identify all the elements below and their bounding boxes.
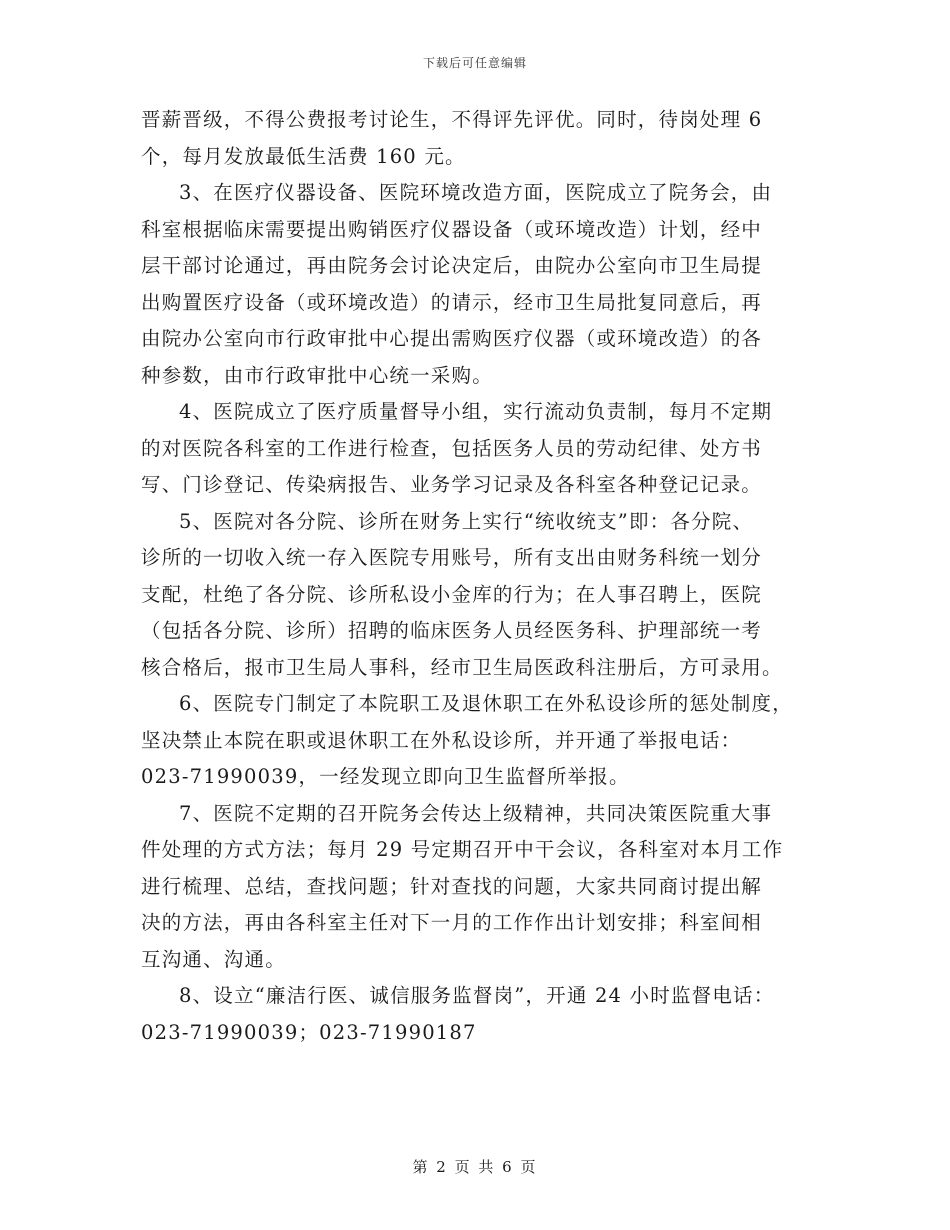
text-line: 023-71990039，一经发现立即向卫生监督所举报。 [141,765,630,788]
paragraph-5-start: 5、医院对各分院、诊所在财务上实行“统收统支”即：各分院、 [179,509,754,533]
text-line: 进行梳理、总结，查找问题；针对查找的问题，大家共同商讨提出解 [141,874,763,898]
text-line: （包括各分院、诊所）招聘的临床医务人员经医务科、护理部统一考 [141,619,763,642]
text-line: 写、门诊登记、传染病报告、业务学习记录及各科室各种登记记录。 [141,473,763,496]
text-line: 层干部讨论通过，再由院务会讨论决定后，由院办公室向市卫生局提 [141,254,763,277]
text-line: 种参数，由市行政审批中心统一采购。 [141,363,493,387]
text-line: 晋薪晋级，不得公费报考讨论生，不得评先评优。同时，待岗处理 6 [141,108,763,131]
text-line: 科室根据临床需要提出购销医疗仪器设备（或环境改造）计划，经中 [141,217,763,241]
text-line: 由院办公室向市行政审批中心提出需购医疗仪器（或环境改造）的各 [141,327,763,350]
document-body [141,102,816,1051]
text-line: 个，每月发放最低生活费 160 元。 [141,144,466,168]
text-line: 坚决禁止本院在职或退休职工在外私设诊所，并开通了举报电话： [141,728,742,752]
paragraph-8-start: 8、设立“廉洁行医、诚信服务监督岗”，开通 24 小时监督电话： [179,984,775,1007]
paragraph-7-start: 7、医院不定期的召开院务会传达上级精神，共同决策医院重大事 [179,801,773,825]
text-line: 诊所的一切收入统一存入医院专用账号，所有支出由财务科统一划分 [141,546,763,569]
text-line: 出购置医疗设备（或环境改造）的请示，经市卫生局批复同意后，再 [141,290,763,314]
text-line: 支配，杜绝了各分院、诊所私设小金库的行为；在人事召聘上，医院 [141,582,763,606]
text-line: 件处理的方式方法；每月 29 号定期召开中干会议，各科室对本月工作 [141,838,784,861]
paragraph-4-start: 4、医院成立了医疗质量督导小组，实行流动负责制，每月不定期 [179,400,773,423]
text-line: 的对医院各科室的工作进行检查，包括医务人员的劳动纪律、处方书 [141,436,763,460]
text-line: 核合格后，报市卫生局人事科，经市卫生局医政科注册后，方可录用。 [141,655,783,679]
text-line: 023-71990039；023-71990187 [141,1020,477,1044]
page-header: 下载后可任意编辑 [422,56,527,70]
text-line: 互沟通、沟通。 [141,947,286,971]
paragraph-3-start: 3、在医疗仪器设备、医院环境改造方面，医院成立了院务会，由 [179,181,773,204]
page-number-footer: 第 2 页 共 6 页 [412,1158,538,1176]
paragraph-6-start: 6、医院专门制定了本院职工及退休职工在外私设诊所的惩处制度， [179,692,793,715]
text-line: 决的方法，再由各科室主任对下一月的工作作出计划安排；科室间相 [141,911,763,934]
